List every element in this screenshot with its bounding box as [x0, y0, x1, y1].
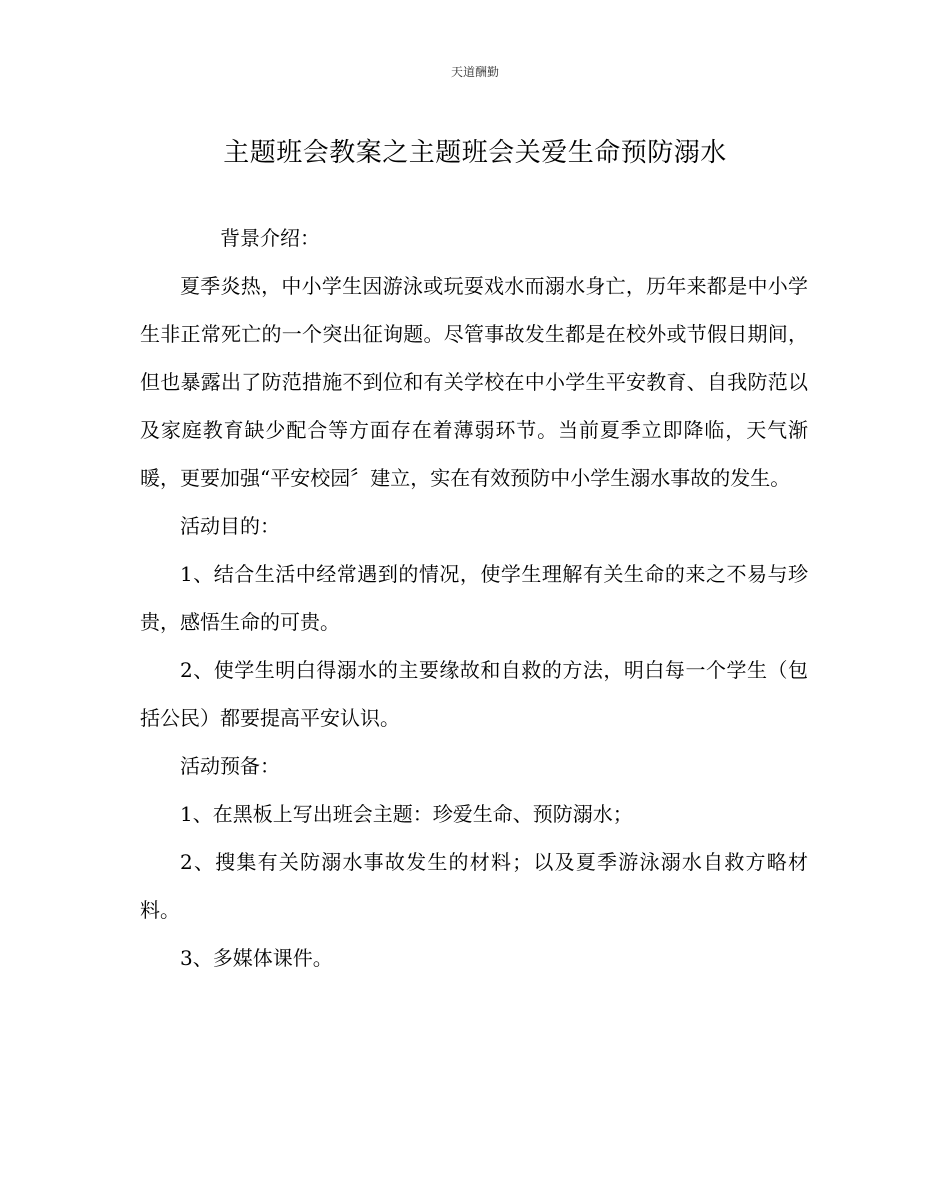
- paragraph-background: 夏季炎热，中小学生因游泳或玩耍戏水而溺水身亡，历年来都是中小学生非正常死亡的一个突出征询题。尽管事故发生都是在校外或节假日期间，但也暴露出了防范措施不到位和有关学校在中小学生平安教育、自我防范以及家庭教育缺少配合等方面存在着薄弱环节。当前夏季立即降临，天气渐暖，更要加强“平安校园〞建立，实在有效预防中小学生溺水事故的发生。: [140, 274, 808, 490]
- goal-item-2: 2、使学生明白得溺水的主要缘故和自救的方法，明白每一个学生（包括公民）都要提高平安认识。: [140, 658, 808, 730]
- section-heading-preparation: 活动预备：: [180, 754, 280, 778]
- preparation-item-1: 1、在黑板上写出班会主题：珍爱生命、预防溺水；: [180, 802, 633, 826]
- page-header: 天道酬勤: [450, 65, 499, 79]
- preparation-item-3: 3、多媒体课件。: [180, 946, 333, 970]
- document-body: [140, 214, 808, 982]
- document-title: 主题班会教案之主题班会关爱生命预防溺水: [223, 138, 727, 168]
- section-heading-goals: 活动目的：: [180, 514, 280, 538]
- section-heading-background: 背景介绍：: [220, 226, 320, 250]
- goal-item-1: 1、结合生活中经常遇到的情况，使学生理解有关生命的来之不易与珍贵，感悟生命的可贵。: [140, 562, 808, 634]
- preparation-item-2: 2、搜集有关防溺水事故发生的材料；以及夏季游泳溺水自救方略材料。: [140, 850, 808, 922]
